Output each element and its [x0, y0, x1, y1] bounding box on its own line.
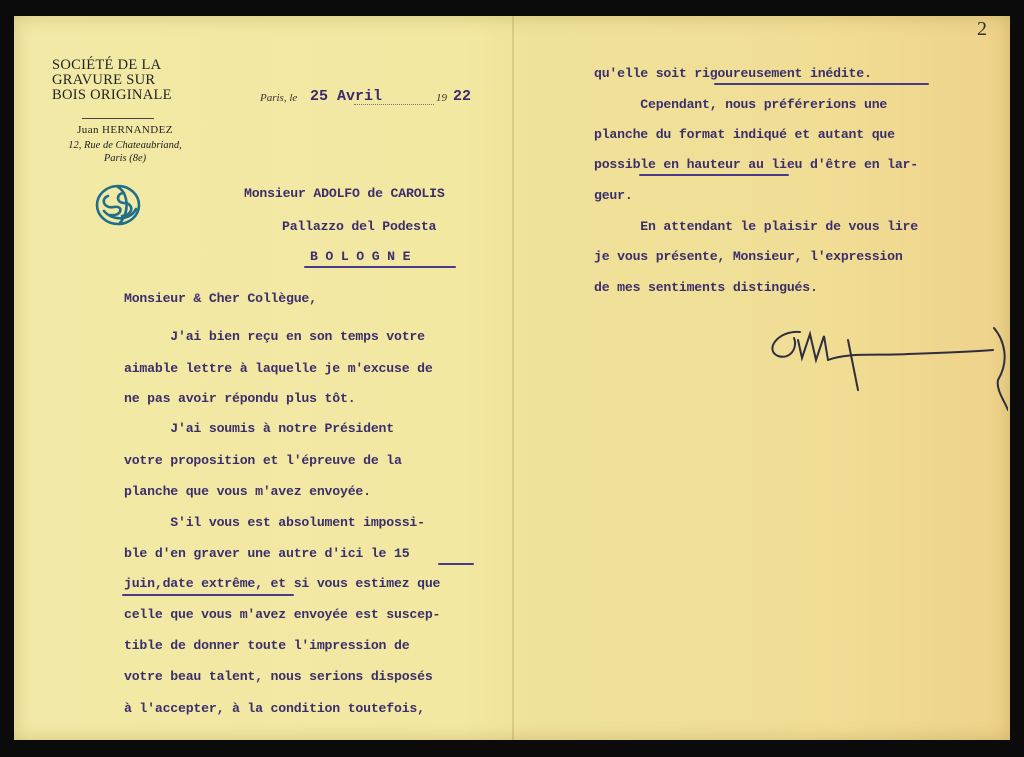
hauteur-underline — [639, 174, 789, 176]
body-line-right: geur. — [594, 188, 633, 203]
address-line: Paris (8e) — [103, 153, 147, 164]
recipient-name: Monsieur ADOLFO de CAROLIS — [244, 186, 445, 201]
body-line-right: planche du format indiqué et autant que — [594, 127, 895, 142]
letter-sheet — [14, 16, 1010, 740]
date-dotted-line — [354, 104, 434, 105]
city-underline — [304, 266, 456, 268]
body-line-right: je vous présente, Monsieur, l'expression — [594, 249, 903, 264]
body-line-right: qu'elle soit rigoureusement inédite. — [594, 66, 872, 81]
body-line-left: votre proposition et l'épreuve de la — [124, 453, 402, 468]
society-line: BOIS ORIGINALE — [52, 87, 172, 103]
sgbo-monogram-icon — [94, 181, 142, 229]
address-line: 12, Rue de Chateaubriand, — [68, 140, 182, 151]
body-line-left: votre beau talent, nous serions disposés — [124, 669, 433, 684]
inedite-underline — [714, 83, 929, 85]
date-year-prefix: 19 — [436, 92, 447, 104]
body-line-right: En attendant le plaisir de vous lire — [594, 219, 918, 234]
letterhead-divider — [82, 118, 154, 119]
date-underline — [438, 563, 474, 565]
body-line-left: planche que vous m'avez envoyée. — [124, 484, 371, 499]
body-line-left: S'il vous est absolument impossi- — [124, 515, 425, 530]
body-line-left: à l'accepter, à la condition toutefois, — [124, 701, 425, 716]
deadline-underline — [122, 594, 294, 596]
body-line-left: ble d'en graver une autre d'ici le 15 — [124, 546, 410, 561]
body-line-right: Cependant, nous préférerions une — [594, 97, 888, 112]
salutation: Monsieur & Cher Collègue, — [124, 291, 317, 306]
page-number: 2 — [977, 18, 987, 40]
director-name: Juan HERNANDEZ — [77, 124, 173, 136]
recipient-street: Pallazzo del Podesta — [282, 219, 437, 234]
body-line-left: J'ai soumis à notre Président — [124, 421, 394, 436]
body-line-right: possible en hauteur au lieu d'être en lar- — [594, 157, 918, 172]
body-line-left: ne pas avoir répondu plus tôt. — [124, 391, 356, 406]
letter-date — [260, 88, 490, 110]
society-name — [52, 58, 202, 103]
society-line: GRAVURE SUR — [52, 72, 156, 88]
page-fold — [512, 16, 514, 740]
body-line-right: de mes sentiments distingués. — [594, 280, 818, 295]
date-day-month: 25 Avril — [310, 88, 383, 105]
handwritten-signature — [758, 320, 1008, 420]
society-line: SOCIÉTÉ DE LA — [52, 57, 162, 73]
date-year-suffix: 22 — [453, 88, 472, 105]
body-line-left: aimable lettre à laquelle je m'excuse de — [124, 361, 433, 376]
body-line-left: J'ai bien reçu en son temps votre — [124, 329, 425, 344]
body-line-left: tible de donner toute l'impression de — [124, 638, 410, 653]
recipient-city: B O L O G N E — [310, 249, 411, 264]
date-prefix: Paris, le — [260, 92, 298, 104]
body-line-left: juin,date extrême, et si vous estimez que — [124, 576, 441, 591]
body-line-left: celle que vous m'avez envoyée est suscep- — [124, 607, 441, 622]
society-address — [40, 139, 210, 165]
